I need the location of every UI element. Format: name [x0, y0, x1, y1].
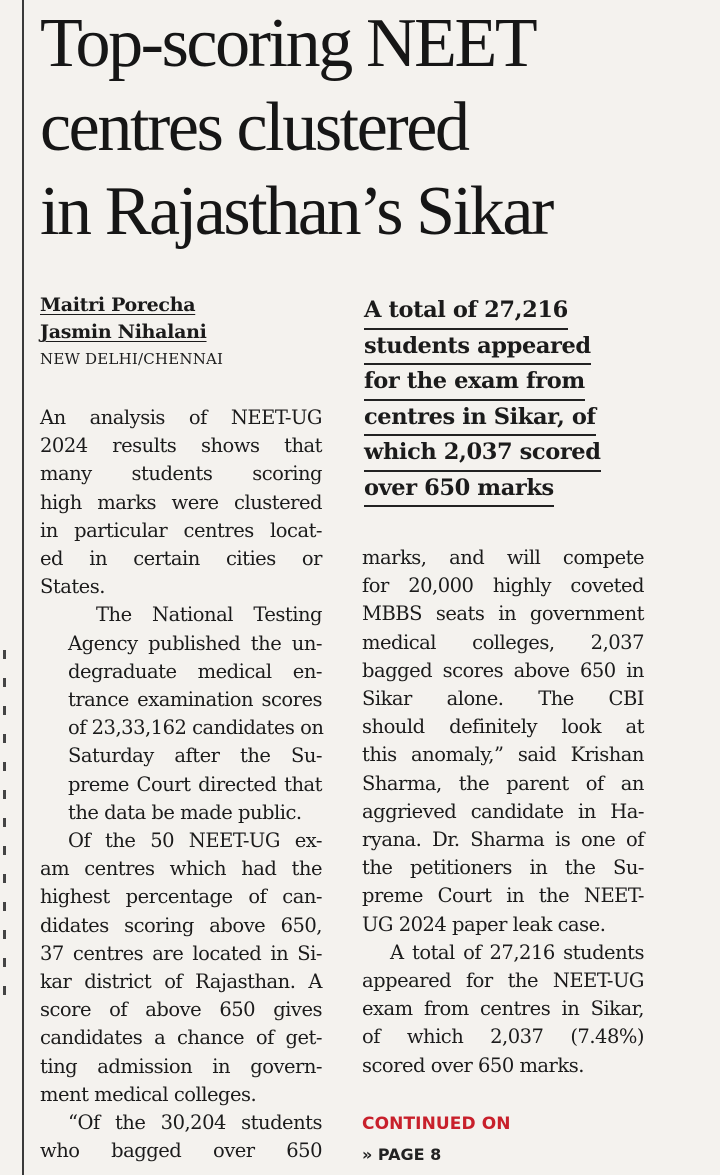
text-line: medical colleges, 2,037: [362, 630, 644, 654]
text-line: 2024 results shows that: [40, 434, 322, 458]
text-line: 37 centres are located in Si-: [40, 941, 322, 965]
text-line: of which 2,037 (7.48%): [362, 1025, 644, 1049]
text-line: Sikar alone. The CBI: [362, 687, 644, 711]
text-line: UG 2024 paper leak case.: [362, 912, 606, 936]
text-line: ting admission in govern-: [40, 1054, 322, 1078]
text-line: kar district of Rajasthan. A: [40, 970, 322, 994]
text-line: Saturday after the Su-: [68, 744, 322, 768]
text-line: ed in certain cities or: [40, 547, 322, 571]
pull-quote-line: A total of 27,216: [364, 294, 568, 330]
byline: [40, 292, 340, 370]
article-paragraph: [362, 544, 644, 939]
text-line: aggrieved candidate in Ha-: [362, 799, 644, 823]
text-line: high marks were clustered: [40, 490, 322, 514]
text-line: appeared for the NEET-UG: [362, 969, 644, 993]
text-line: Agency published the un-: [68, 631, 322, 655]
text-line: scored over 650 marks.: [362, 1053, 584, 1077]
headline-line: Top-scoring NEET: [40, 5, 536, 82]
column-divider-rule: [22, 0, 24, 1175]
text-line: degraduate medical en-: [68, 659, 322, 683]
pull-quote-line: for the exam from: [364, 365, 585, 401]
pull-quote-line: centres in Sikar, of: [364, 401, 596, 437]
text-line: Sharma, the parent of an: [362, 771, 644, 795]
pull-quote: [364, 294, 704, 507]
article-column-2: [362, 544, 644, 1080]
text-line: marks, and will compete: [362, 546, 644, 569]
adjacent-column-fragments: [0, 650, 10, 1014]
text-line: ryana. Dr. Sharma is one of: [362, 828, 644, 852]
text-line: “Of the 30,204 students: [68, 1111, 322, 1135]
author-name: Maitri Porecha: [40, 294, 196, 316]
text-line: didates scoring above 650,: [40, 913, 322, 937]
text-line: of 23,33,162 candidates on: [68, 716, 324, 740]
text-line: The National Testing: [96, 603, 322, 627]
text-line: An analysis of NEET-UG: [40, 406, 322, 429]
text-line: ment medical colleges.: [40, 1082, 257, 1106]
headline-line: in Rajasthan’s Sikar: [40, 173, 552, 250]
text-line: in particular centres locat-: [40, 518, 322, 542]
text-line: who bagged over 650: [40, 1139, 322, 1163]
continued-page-link[interactable]: » PAGE 8: [362, 1145, 442, 1164]
continued-on-label: CONTINUED ON: [362, 1114, 511, 1134]
text-line: should definitely look at: [362, 715, 644, 739]
text-line: this anomaly,” said Krishan: [362, 743, 644, 767]
text-line: Of the 50 NEET-UG ex-: [68, 829, 322, 853]
text-line: bagged scores above 650 in: [362, 658, 644, 682]
text-line: many students scoring: [40, 462, 322, 486]
text-line: score of above 650 gives: [40, 998, 322, 1022]
text-line: trance examination scores: [68, 688, 322, 712]
text-line: candidates a chance of get-: [40, 1026, 322, 1050]
pull-quote-line: over 650 marks: [364, 472, 554, 508]
text-line: the data be made public.: [68, 800, 302, 824]
article-column-1: [40, 404, 322, 1165]
text-line: highest percentage of can-: [40, 885, 322, 909]
headline: [40, 2, 710, 254]
text-line: A total of 27,216 students: [390, 940, 644, 964]
text-line: am centres which had the: [40, 857, 322, 881]
dateline: NEW DELHI/CHENNAI: [40, 350, 224, 368]
pull-quote-line: students appeared: [364, 330, 591, 366]
text-line: preme Court directed that: [68, 772, 322, 796]
author-name: Jasmin Nihalani: [40, 321, 207, 343]
article-paragraph: [40, 827, 322, 1109]
article-paragraph: [40, 601, 322, 827]
text-line: exam from centres in Sikar,: [362, 997, 644, 1021]
text-line: MBBS seats in government: [362, 602, 644, 626]
article-paragraph: [40, 404, 322, 601]
pull-quote-line: which 2,037 scored: [364, 436, 601, 472]
text-line: States.: [40, 575, 105, 599]
article-paragraph: [362, 939, 644, 1080]
article-paragraph: [40, 1109, 322, 1165]
text-line: preme Court in the NEET-: [362, 884, 644, 908]
text-line: the petitioners in the Su-: [362, 856, 644, 880]
text-line: for 20,000 highly coveted: [362, 574, 644, 598]
headline-line: centres clustered: [40, 89, 468, 166]
